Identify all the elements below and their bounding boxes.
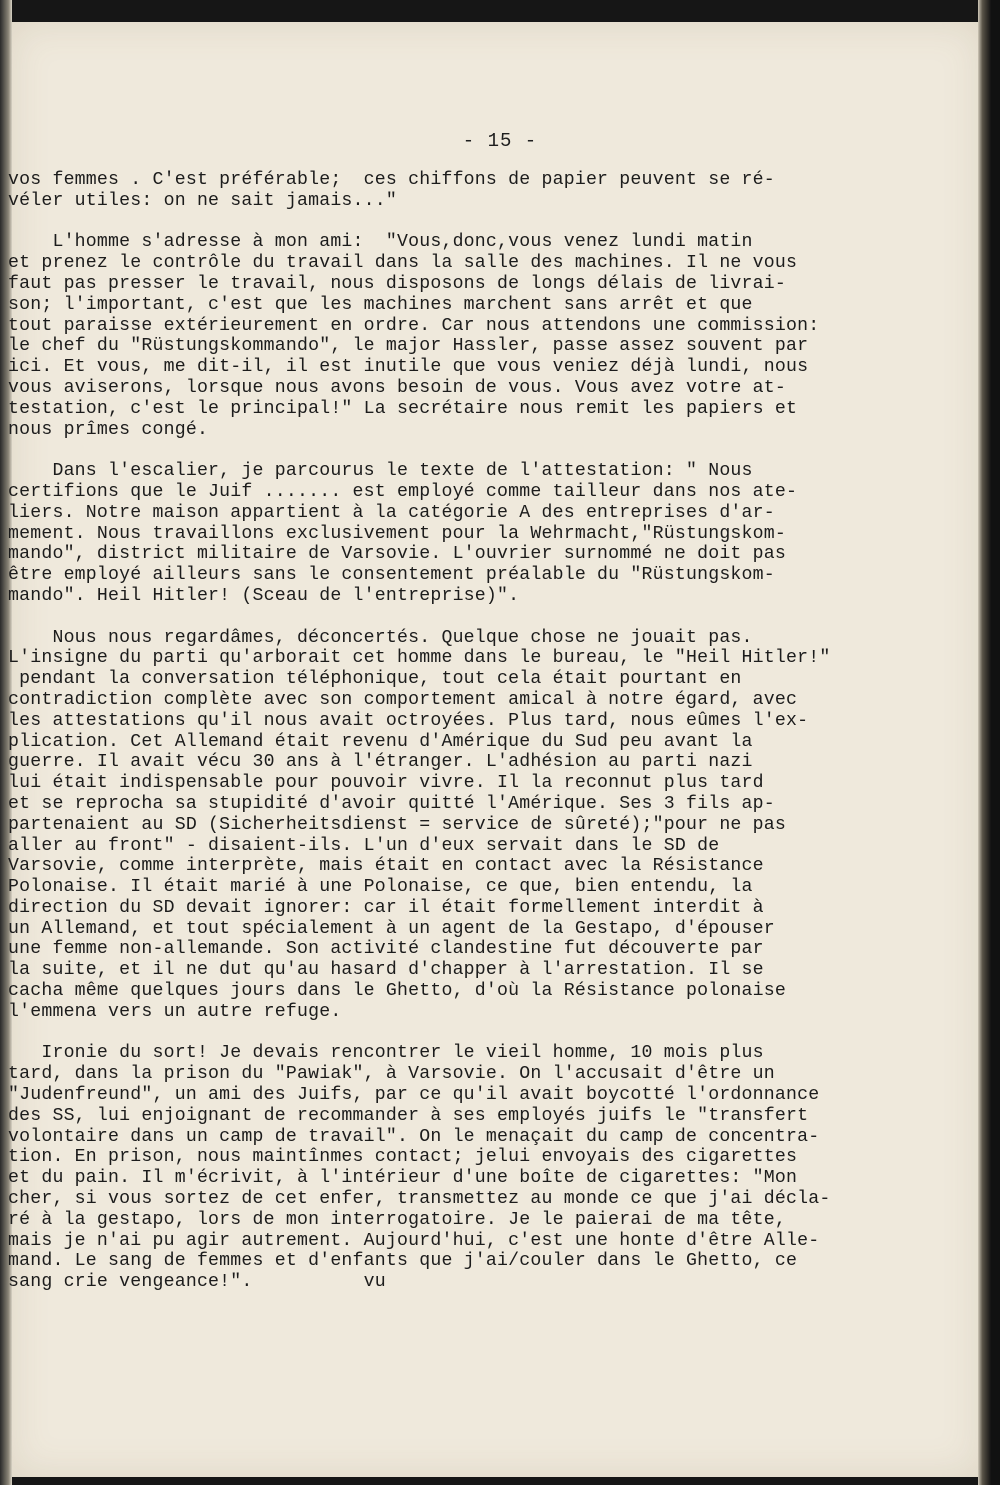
text-line: aller au front" - disaient-ils. L'un d'eux servait dans le SD de (8, 835, 720, 856)
text-line: mais je n'ai pu agir autrement. Aujourd'hui, c'est une honte d'être Alle- (8, 1230, 820, 1251)
text-line: un Allemand, et tout spécialement à un agent de la Gestapo, d'épouser (8, 918, 775, 939)
text-line: Polonaise. Il était marié à une Polonaise, ce que, bien entendu, la (8, 877, 753, 898)
text-line: pendant la conversation téléphonique, tout cela était pourtant en (8, 669, 742, 690)
paragraph-4 (8, 628, 938, 1023)
paragraph-3 (8, 461, 938, 607)
text-line: cacha même quelques jours dans le Ghetto, d'où la Résistance polonaise (8, 981, 786, 1002)
text-line: mement. Nous travaillons exclusivement pour la Wehrmacht,"Rüstungskom- (8, 523, 786, 544)
text-line: vous aviserons, lorsque nous avons besoin de vous. Vous avez votre at- (8, 377, 786, 398)
text-line: contradiction complète avec son comportement amical à notre égard, avec (8, 689, 798, 710)
text-line: volontaire dans un camp de travail". On le menaçait du camp de concentra- (8, 1126, 820, 1147)
text-line: véler utiles: on ne sait jamais..." (8, 190, 397, 211)
paragraph-5 (8, 1043, 938, 1293)
text-line: les attestations qu'il nous avait octroyées. Plus tard, nous eûmes l'ex- (8, 710, 809, 731)
text-line: l'emmena vers un autre refuge. (8, 1001, 342, 1022)
text-line: une femme non-allemande. Son activité clandestine fut découverte par (8, 939, 764, 960)
text-line: faut pas presser le travail, nous disposons de longs délais de livrai- (8, 273, 786, 294)
text-line: partenaient au SD (Sicherheitsdienst = service de sûreté);"pour ne pas (8, 814, 786, 835)
text-line: la suite, et il ne dut qu'au hasard d'chapper à l'arrestation. Il se (8, 960, 764, 981)
text-line: cher, si vous sortez de cet enfer, transmettez au monde ce que j'ai décla- (8, 1189, 831, 1210)
text-line: être employé ailleurs sans le consentement préalable du "Rüstungskom- (8, 565, 775, 586)
text-line: et du pain. Il m'écrivit, à l'intérieur d'une boîte de cigarettes: "Mon (8, 1168, 798, 1189)
paragraph-2 (8, 232, 938, 440)
text-line: tion. En prison, nous maintînmes contact; jelui envoyais des cigarettes (8, 1147, 798, 1168)
text-line: L'homme s'adresse à mon ami: "Vous,donc,vous venez lundi matin (8, 232, 753, 253)
text-line: plication. Cet Allemand était revenu d'Amérique du Sud peu avant la (8, 731, 753, 752)
text-line: Ironie du sort! Je devais rencontrer le vieil homme, 10 mois plus (8, 1043, 764, 1064)
text-line: certifions que le Juif ....... est employé comme tailleur dans nos ate- (8, 481, 798, 502)
text-line: et prenez le contrôle du travail dans la salle des machines. Il ne vous (8, 253, 798, 274)
text-line: "Judenfreund", un ami des Juifs, par ce qu'il avait boycotté l'ordonnance (8, 1085, 820, 1106)
text-line: Varsovie, comme interprète, mais était en contact avec la Résistance (8, 856, 764, 877)
text-line: mand. Le sang de femmes et d'enfants que j'ai/couler dans le Ghetto, ce (8, 1251, 798, 1272)
text-line: testation, c'est le principal!" La secrétaire nous remit les papiers et (8, 398, 798, 419)
text-line: direction du SD devait ignorer: car il était formellement interdit à (8, 897, 764, 918)
page-number: - 15 - (462, 130, 538, 152)
text-line: sang crie vengeance!". vu (8, 1272, 386, 1293)
text-line: Nous nous regardâmes, déconcertés. Quelque chose ne jouait pas. (8, 627, 753, 648)
text-line: des SS, lui enjoignant de recommander à ses employés juifs le "transfert (8, 1105, 809, 1126)
text-line: tout paraisse extérieurement en ordre. Car nous attendons une commission: (8, 315, 820, 336)
text-line: vos femmes . C'est préférable; ces chiffons de papier peuvent se ré- (8, 170, 775, 190)
paragraph-1 (8, 170, 938, 212)
text-line: guerre. Il avait vécu 30 ans à l'étranger. L'adhésion au parti nazi (8, 752, 753, 773)
text-line: ici. Et vous, me dit-il, il est inutile que vous veniez déjà lundi, nous (8, 357, 809, 378)
text-line: lui était indispensable pour pouvoir vivre. Il la reconnut plus tard (8, 773, 764, 794)
text-line: et se reprocha sa stupidité d'avoir quitté l'Amérique. Ses 3 fils ap- (8, 793, 775, 814)
text-line: son; l'important, c'est que les machines marchent sans arrêt et que (8, 294, 753, 315)
text-line: mando", district militaire de Varsovie. L'ouvrier surnommé ne doit pas (8, 544, 786, 565)
text-line: liers. Notre maison appartient à la catégorie A des entreprises d'ar- (8, 502, 775, 523)
text-line: tard, dans la prison du "Pawiak", à Varsovie. On l'accusait d'être un (8, 1064, 775, 1085)
text-line: le chef du "Rüstungskommando", le major Hassler, passe assez souvent par (8, 336, 809, 357)
text-line: mando". Heil Hitler! (Sceau de l'entreprise)". (8, 585, 520, 606)
text-line: Dans l'escalier, je parcourus le texte de l'attestation: " Nous (8, 461, 753, 482)
text-line: ré à la gestapo, lors de mon interrogatoire. Je le paierai de ma tête, (8, 1209, 786, 1230)
document-body (8, 170, 938, 1314)
text-line: L'insigne du parti qu'arborait cet homme dans le bureau, le "Heil Hitler!" (8, 648, 831, 669)
text-line: nous prîmes congé. (8, 419, 209, 440)
right-page-edge (978, 0, 1000, 1485)
